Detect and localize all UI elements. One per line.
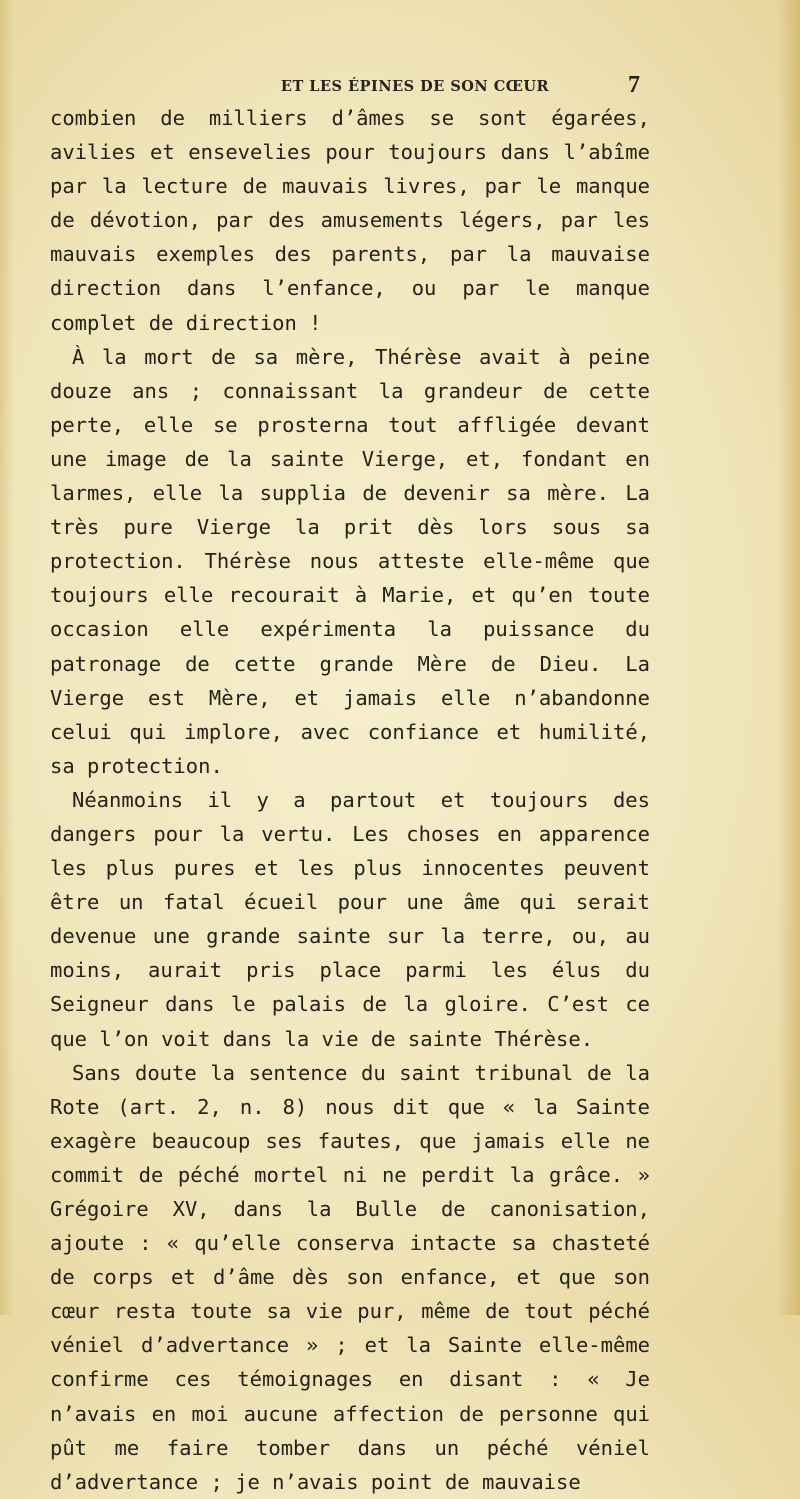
- paragraph-3: Néanmoins il y a partout et toujours des dangers pour la vertu. Les choses en apparence les plus pures et les plus innocentes peuvent être un fatal écueil pour une âme qui serait devenue une grande sainte sur la terre, ou, au moins, aurait pris place parmi les élus du Seigneur dans le palais de la gloire. C’est ce que l’on voit dans la vie de sainte Thérèse.: [50, 787, 650, 1051]
- running-header: ET LES ÉPINES DE SON CŒUR: [280, 78, 550, 95]
- paragraph-2: À la mort de sa mère, Thérèse avait à peine douze ans ; connaissant la grandeur de cette perte, elle se prosterna tout affligée devant une image de la sainte Vierge, et, fondant en larmes, elle la supplia de devenir sa mère. La très pure Vierge la prit dès lors sous sa protection. Thérèse nous atteste elle-même que toujours elle recourait à Marie, et qu’en toute occasion elle expérimenta la puissance du patronage de cette grande Mère de Dieu. La Vierge est Mère, et jamais elle n’abandonne celui qui implore, avec confiance et humilité, sa protection.: [50, 344, 650, 778]
- page-edge-shading-right: [778, 0, 800, 1315]
- page-number: 7: [628, 72, 640, 98]
- page-edge-shading-left: [0, 0, 14, 1315]
- body-text: [50, 101, 650, 1499]
- paragraph-1: combien de milliers d’âmes se sont égarées, avilies et ensevelies pour toujours dans l’abîme par la lecture de mauvais livres, par le manque de dévotion, par des amusements légers, par les mauvais exemples des parents, par la mauvaise direction dans l’enfance, ou par le manque complet de direction !: [50, 106, 650, 335]
- paragraph-4: Sans doute la sentence du saint tribunal de la Rote (art. 2, n. 8) nous dit que « la Sainte exagère beaucoup ses fautes, que jamais elle ne commit de péché mortel ni ne perdit la grâce. » Grégoire XV, dans la Bulle de canonisation, ajoute : « qu’elle conserva intacte sa chasteté de corps et d’âme dès son enfance, et que son cœur resta toute sa vie pur, même de tout péché véniel d’advertance » ; et la Sainte elle-même confirme ces témoignages en disant : « Je n’avais en moi aucune affection de personne qui pût me faire tomber dans un péché véniel d’advertance ; je n’avais point de mauvaise: [50, 1060, 650, 1494]
